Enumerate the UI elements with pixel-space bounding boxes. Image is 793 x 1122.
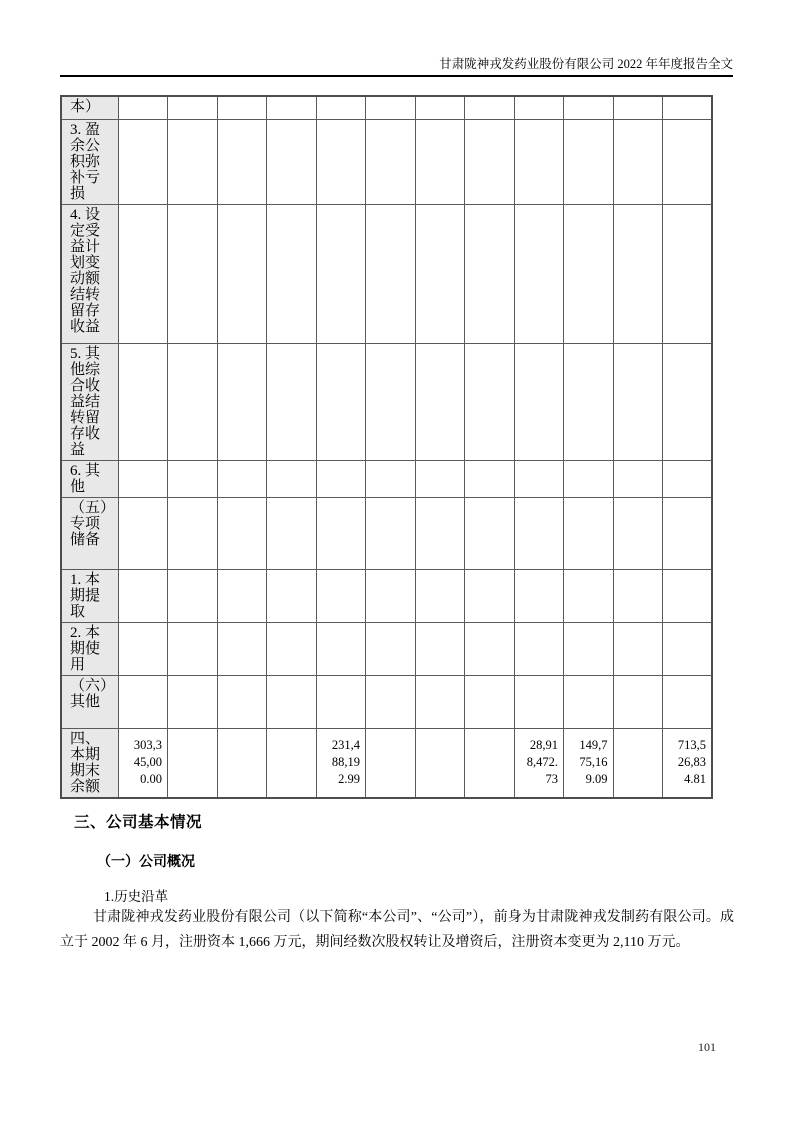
table-row xyxy=(61,622,712,675)
empty-cell xyxy=(267,622,317,675)
empty-cell xyxy=(514,460,564,497)
empty-cell xyxy=(564,96,614,119)
empty-cell xyxy=(168,675,218,728)
empty-cell xyxy=(663,675,713,728)
empty-cell xyxy=(217,343,267,460)
empty-cell xyxy=(168,96,218,119)
empty-cell xyxy=(366,497,416,569)
report-title: 甘肃陇神戎发药业股份有限公司 2022 年年度报告全文 xyxy=(439,57,733,71)
empty-cell xyxy=(316,675,366,728)
empty-cell xyxy=(168,728,218,798)
empty-cell xyxy=(514,204,564,343)
empty-cell xyxy=(366,569,416,622)
empty-cell xyxy=(415,96,465,119)
empty-cell xyxy=(118,569,168,622)
page-number: 101 xyxy=(698,1040,716,1054)
empty-cell xyxy=(415,675,465,728)
table-row xyxy=(61,460,712,497)
empty-cell xyxy=(168,119,218,204)
empty-cell xyxy=(514,96,564,119)
empty-cell xyxy=(564,675,614,728)
empty-cell xyxy=(168,622,218,675)
empty-cell xyxy=(613,204,663,343)
running-header xyxy=(60,54,733,72)
empty-cell xyxy=(613,622,663,675)
history-paragraph: 甘肃陇神戎发药业股份有限公司（以下简称“本公司”、“公司”），前身为甘肃陇神戎发制药有限公司。成立于 2002 年 6 月，注册资本 1,666 万元，期间经数次股权转让及增资后，注册资本变更为 2,110 万元。 xyxy=(60,910,734,950)
empty-cell xyxy=(613,119,663,204)
empty-cell xyxy=(564,343,614,460)
empty-cell xyxy=(316,119,366,204)
empty-cell xyxy=(366,204,416,343)
empty-cell xyxy=(514,569,564,622)
empty-cell xyxy=(514,675,564,728)
table-row xyxy=(61,96,712,119)
empty-cell xyxy=(217,204,267,343)
empty-cell xyxy=(415,728,465,798)
empty-cell xyxy=(465,119,515,204)
empty-cell xyxy=(663,343,713,460)
empty-cell xyxy=(663,96,713,119)
empty-cell xyxy=(465,569,515,622)
empty-cell xyxy=(118,675,168,728)
empty-cell xyxy=(564,460,614,497)
empty-cell xyxy=(217,728,267,798)
empty-cell xyxy=(267,497,317,569)
empty-cell xyxy=(217,569,267,622)
empty-cell xyxy=(316,343,366,460)
row-label-cell: （六）其他 xyxy=(61,675,118,728)
empty-cell xyxy=(366,622,416,675)
amount-cell: 149,775,169.09 xyxy=(564,728,614,798)
empty-cell xyxy=(415,204,465,343)
subsection-heading: （一）公司概况 xyxy=(97,855,195,870)
empty-cell xyxy=(613,675,663,728)
empty-cell xyxy=(465,497,515,569)
empty-cell xyxy=(316,460,366,497)
amount-cell: 231,488,192.99 xyxy=(316,728,366,798)
empty-cell xyxy=(366,460,416,497)
table-row xyxy=(61,675,712,728)
row-label-cell: 4. 设定受益计划变动额结转留存收益 xyxy=(61,204,118,343)
empty-cell xyxy=(366,343,416,460)
empty-cell xyxy=(267,460,317,497)
empty-cell xyxy=(465,204,515,343)
empty-cell xyxy=(415,497,465,569)
empty-cell xyxy=(465,460,515,497)
empty-cell xyxy=(564,119,614,204)
row-label-cell: 6. 其他 xyxy=(61,460,118,497)
empty-cell xyxy=(118,460,168,497)
equity-change-table xyxy=(60,95,713,799)
table-row xyxy=(61,497,712,569)
empty-cell xyxy=(663,204,713,343)
empty-cell xyxy=(465,622,515,675)
empty-cell xyxy=(118,497,168,569)
table-row xyxy=(61,728,712,798)
empty-cell xyxy=(415,119,465,204)
empty-cell xyxy=(465,728,515,798)
empty-cell xyxy=(465,675,515,728)
empty-cell xyxy=(217,497,267,569)
empty-cell xyxy=(465,343,515,460)
empty-cell xyxy=(168,343,218,460)
empty-cell xyxy=(168,460,218,497)
header-divider xyxy=(60,75,733,77)
row-label-cell: 本） xyxy=(61,96,118,119)
row-label-cell: 四、本期期末余额 xyxy=(61,728,118,798)
empty-cell xyxy=(168,569,218,622)
empty-cell xyxy=(415,460,465,497)
empty-cell xyxy=(316,96,366,119)
empty-cell xyxy=(316,569,366,622)
empty-cell xyxy=(415,569,465,622)
empty-cell xyxy=(118,204,168,343)
empty-cell xyxy=(663,497,713,569)
row-label-cell: 5. 其他综合收益结转留存收益 xyxy=(61,343,118,460)
empty-cell xyxy=(366,728,416,798)
row-label-cell: （五）专项储备 xyxy=(61,497,118,569)
table-row xyxy=(61,569,712,622)
empty-cell xyxy=(366,96,416,119)
amount-cell: 28,918,472.73 xyxy=(514,728,564,798)
empty-cell xyxy=(564,204,614,343)
item-heading: 1.历史沿革 xyxy=(104,889,169,904)
empty-cell xyxy=(217,675,267,728)
empty-cell xyxy=(118,343,168,460)
amount-cell: 303,345,000.00 xyxy=(118,728,168,798)
empty-cell xyxy=(564,497,614,569)
empty-cell xyxy=(217,622,267,675)
empty-cell xyxy=(267,204,317,343)
empty-cell xyxy=(267,96,317,119)
empty-cell xyxy=(118,119,168,204)
amount-cell: 713,526,834.81 xyxy=(663,728,713,798)
empty-cell xyxy=(663,569,713,622)
empty-cell xyxy=(564,569,614,622)
empty-cell xyxy=(613,343,663,460)
empty-cell xyxy=(267,728,317,798)
empty-cell xyxy=(465,96,515,119)
empty-cell xyxy=(168,497,218,569)
empty-cell xyxy=(316,204,366,343)
empty-cell xyxy=(316,497,366,569)
empty-cell xyxy=(613,460,663,497)
empty-cell xyxy=(663,460,713,497)
empty-cell xyxy=(366,119,416,204)
empty-cell xyxy=(564,622,614,675)
empty-cell xyxy=(267,343,317,460)
empty-cell xyxy=(613,569,663,622)
empty-cell xyxy=(613,96,663,119)
empty-cell xyxy=(217,119,267,204)
empty-cell xyxy=(514,622,564,675)
empty-cell xyxy=(514,343,564,460)
empty-cell xyxy=(514,497,564,569)
empty-cell xyxy=(663,622,713,675)
row-label-cell: 3. 盈余公积弥补亏损 xyxy=(61,119,118,204)
empty-cell xyxy=(267,119,317,204)
empty-cell xyxy=(613,497,663,569)
empty-cell xyxy=(168,204,218,343)
empty-cell xyxy=(217,460,267,497)
empty-cell xyxy=(267,675,317,728)
empty-cell xyxy=(663,119,713,204)
empty-cell xyxy=(118,622,168,675)
empty-cell xyxy=(316,622,366,675)
row-label-cell: 1. 本期提取 xyxy=(61,569,118,622)
table-row xyxy=(61,204,712,343)
row-label-cell: 2. 本期使用 xyxy=(61,622,118,675)
empty-cell xyxy=(118,96,168,119)
section-heading: 三、公司基本情况 xyxy=(74,814,203,831)
empty-cell xyxy=(514,119,564,204)
empty-cell xyxy=(415,622,465,675)
empty-cell xyxy=(366,675,416,728)
empty-cell xyxy=(217,96,267,119)
empty-cell xyxy=(415,343,465,460)
table-row xyxy=(61,119,712,204)
empty-cell xyxy=(267,569,317,622)
empty-cell xyxy=(613,728,663,798)
table-row xyxy=(61,343,712,460)
